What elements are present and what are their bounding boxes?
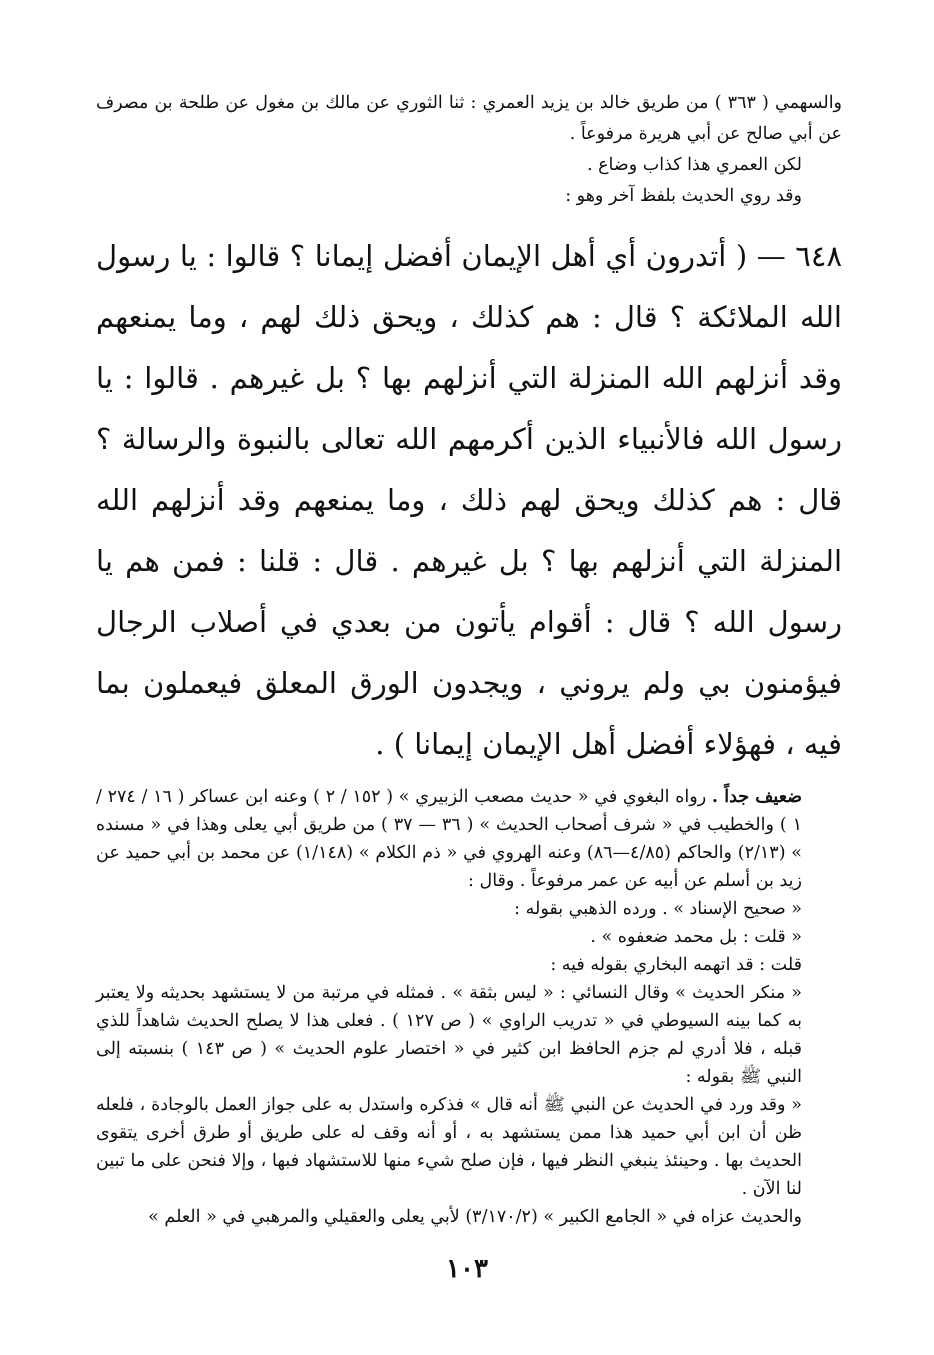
hakim-quote: « صحيح الإسناد » . ورده الذهبي بقوله : [514, 899, 802, 919]
hadith-grade: ضعيف جداً . [711, 787, 802, 807]
takhrij-first-paragraph [96, 783, 842, 895]
hadith-text: ( أتدرون أي أهل الإيمان أفضل إيمانا ؟ قالوا : يا رسول الله الملائكة ؟ قال : هم كذلك ، ويحق ذلك لهم ، وما يمنعهم وقد أنزلهم الله المنزلة التي أنزلهم بها ؟ بل غيرهم . قالوا : يا رسول الله فالأنبياء الذين أكرمهم الله تعالى بالنبوة والرسالة ؟ قال : هم كذلك ويحق لهم ذلك ، وما يمنعهم وقد أنزلهم الله المنزلة التي أنزلهم بها ؟ بل غيرهم . قال : قلنا : فمن هم يا رسول الله ؟ قال : أقوام يأتون من بعدي في أصلاب الرجال فيؤمنون بي ولم يروني ، ويجدون الورق المعلق فيعملون بما فيه ، فهؤلاء أفضل أهل الإيمان إيمانا ) . [96, 239, 842, 761]
ibn-kathir-quote: « وقد ورد في الحديث عن النبي ﷺ أنه قال » فذكره واستدل به على جواز العمل بالوجادة ، فلعله ظن أن ابن أبي حميد هذا ممن يستشهد به ، أو أنه وقف له على طريق أو طرق أخرى يتقوى الحديث بها . وحينئذ ينبغي النظر فيها ، فإن صلح شيء منها للاستشهاد فبها ، وإلا فنحن على ما تبين لنا الآن . [96, 1095, 802, 1199]
dhahabi-quote: « قلت : بل محمد ضعفوه » . [590, 927, 802, 947]
bukhari-intro: قلت : قد اتهمه البخاري بقوله فيه : [550, 955, 802, 975]
hadith-text-block [96, 226, 842, 775]
intro-paragraph: والسهمي ( ٣٦٣ ) من طريق خالد بن يزيد العمري : ثنا الثوري عن مالك بن مغول عن طلحة بن مصرف عن أبي صالح عن أبي هريرة مرفوعاً . [96, 93, 843, 144]
page-number: ١٠٣ [446, 1254, 488, 1284]
narrator-criticism: « منكر الحديث » وقال النسائي : « ليس بثقة » . فمثله في مرتبة من لا يستشهد بحديثه ولا يعتبر به كما بينه السيوطي في « تدريب الراوي » ( ص ١٢٧ ) . فعلى هذا لا يصلح الحديث شاهداً للذي قبله ، فلا أدري لم جزم الحافظ ابن كثير في « اختصار علوم الحديث » ( ص ١٤٣ ) بنسبته إلى النبي ﷺ بقوله : [96, 983, 803, 1087]
takhrij-sources: رواه البغوي في « حديث مصعب الزبيري » ( ١٥٢ / ٢ ) وعنه ابن عساكر ( ١٦ / ٢٧٤ / ١ ) والخطيب في « شرف أصحاب الحديث » ( ٣٦ — ٣٧ ) من طريق أبي يعلى وهذا في « مسنده » (٢/١٣) والحاكم (٤/٨٥—٨٦) وعنه الهروي في « ذم الكلام » (١/١٤٨) عن محمد بن أبي حميد عن زيد بن أسلم عن أبيه عن عمر مرفوعاً . وقال : [96, 787, 802, 891]
jami-kabir-attribution: والحديث عزاه في « الجامع الكبير » (٣/١٧٠/٢) لأبي يعلى والعقيلي والمرهبي في « العلم » [148, 1207, 802, 1227]
takhrij-section [96, 783, 842, 1231]
hadith-number: ٦٤٨ — [756, 239, 843, 273]
page-body [96, 88, 842, 1231]
intro-transition: وقد روي الحديث بلفظ آخر وهو : [565, 186, 802, 206]
intro-comment: لكن العمري هذا كذاب وضاع . [586, 155, 802, 175]
